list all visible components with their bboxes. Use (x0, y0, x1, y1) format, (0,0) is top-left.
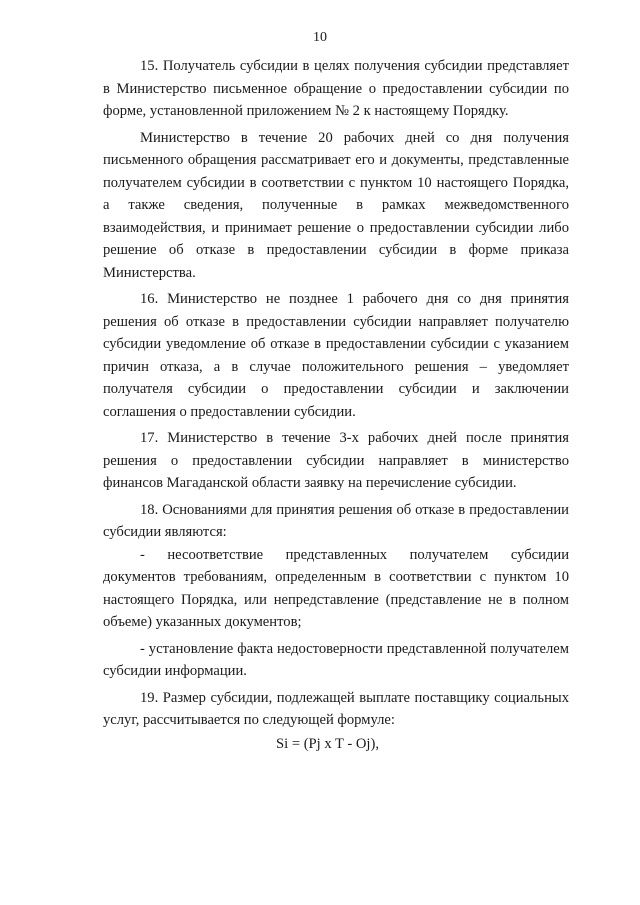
paragraph-16: 16. Министерство не позднее 1 рабочего дня со дня принятия решения об отказе в предоставлении субсидии направляет получателю субсидии уведомление об отказе в предоставлении субсидии с указанием причин отказа, а в случае положительного решения – уведомляет получателя субсидии о предоставлении субсидии и заключении соглашения о предоставлении субсидии. (103, 291, 569, 420)
paragraph-18: 18. Основаниями для принятия решения об отказе в предоставлении субсидии являются: (103, 501, 569, 540)
document-body (103, 55, 569, 756)
paragraph-17: 17. Министерство в течение 3-х рабочих дней после принятия решения о предоставлении субсидии направляет в министерство финансов Магаданской области заявку на перечисление субсидии. (103, 430, 569, 491)
paragraph-15: 15. Получатель субсидии в целях получения субсидии представляет в Министерство письменное обращение о предоставлении субсидии по форме, установленной приложением № 2 к настоящему Порядку. (103, 58, 569, 119)
paragraph-18-item-2: - установление факта недостоверности представленной получателем субсидии информации. (103, 640, 569, 679)
paragraph-18-item-1: - несоответствие представленных получателем субсидии документов требованиям, определенным в соответствии с пунктом 10 настоящего Порядка, или непредставление (представление не в полном объеме) указанных документов; (103, 546, 569, 630)
page-number: 10 (313, 30, 327, 45)
paragraph-15-ministry-review: Министерство в течение 20 рабочих дней со дня получения письменного обращения рассматривает его и документы, представленные получателем субсидии в соответствии с пунктом 10 настоящего Порядка, а также сведения, полученные в рамках межведомственного взаимодействия, и принимает решение о предоставлении субсидии либо решение об отказе в предоставлении субсидии в форме приказа Министерства. (103, 129, 569, 281)
paragraph-19: 19. Размер субсидии, подлежащей выплате поставщику социальных услуг, рассчитывается по следующей формуле: (103, 689, 569, 728)
subsidy-formula: Si = (Pj x T - Oj), (276, 735, 379, 752)
